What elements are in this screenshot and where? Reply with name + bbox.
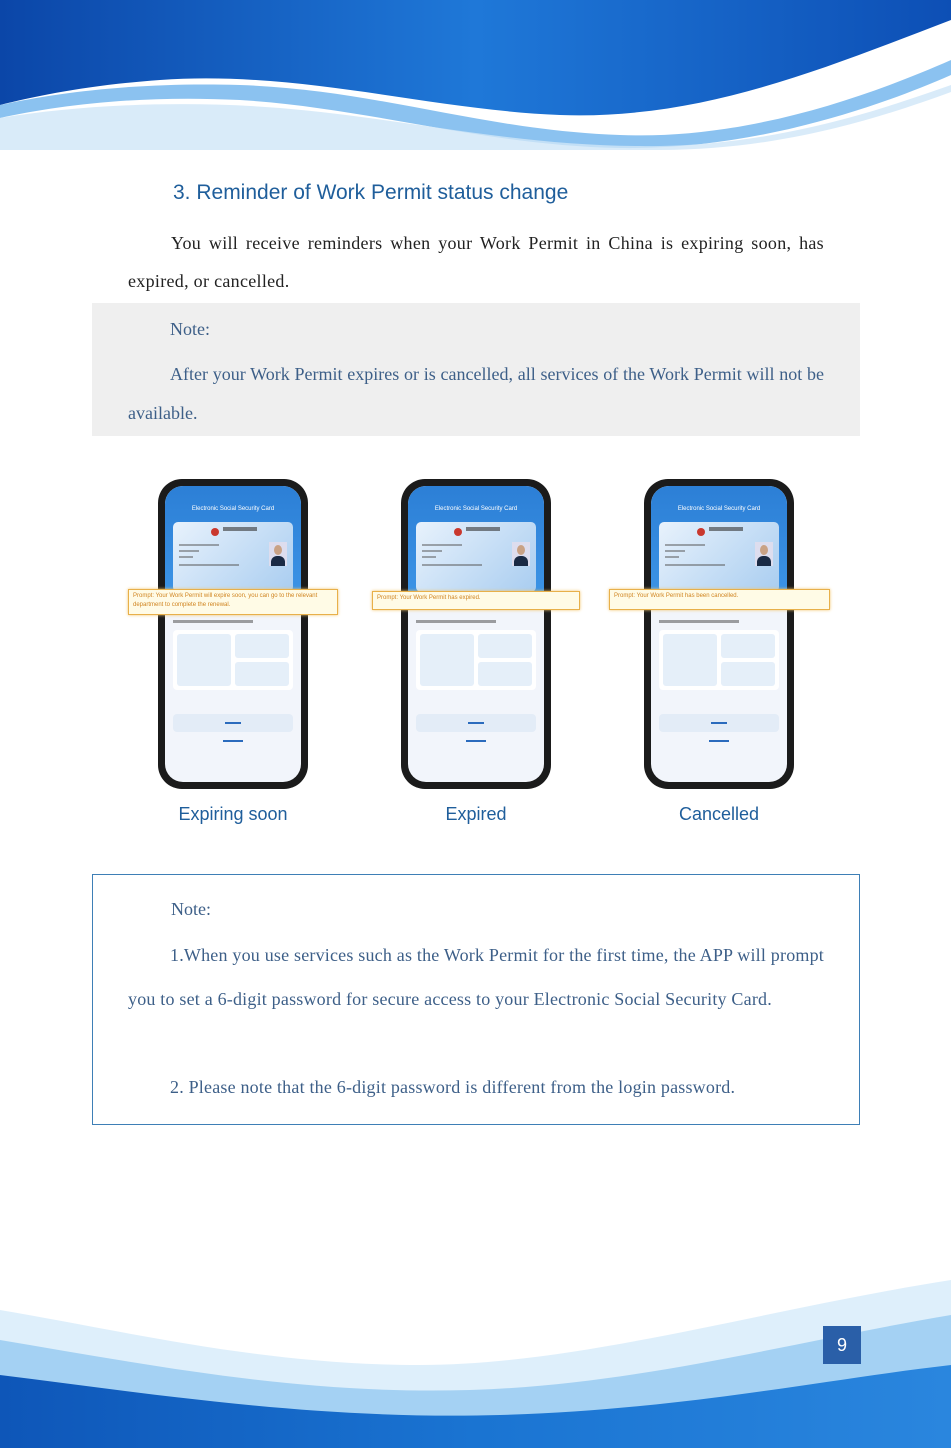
note-box-1 [92, 303, 860, 436]
work-permit-service-panel [173, 630, 293, 690]
phone-screen [408, 486, 544, 782]
logout-button [173, 714, 293, 732]
page-number-badge: 9 [823, 1326, 861, 1364]
social-security-card-image [416, 522, 536, 592]
footer-wave-decoration [0, 1270, 951, 1448]
phone-header-title: Electronic Social Security Card [677, 506, 761, 512]
phone-header-title: Electronic Social Security Card [191, 506, 275, 512]
phone-header-title: Electronic Social Security Card [434, 506, 518, 512]
phone-header [651, 486, 787, 598]
portrait-photo [512, 542, 530, 566]
note-item-2: 2. Please note that the 6-digit password is different from the login password. [170, 1077, 736, 1097]
note-title: Note: [171, 899, 211, 919]
intro-paragraph: You will receive reminders when your Work Permit in China is expiring soon, has expired, or cancelled. [128, 233, 824, 291]
phone-header [165, 486, 301, 598]
caption-expiring-soon: Expiring soon [178, 804, 288, 824]
logout-button [416, 714, 536, 732]
caption-cancelled: Cancelled [678, 804, 760, 824]
header-wave-decoration [0, 0, 951, 150]
work-permit-service-panel [416, 630, 536, 690]
phone-mockup-expired [401, 479, 551, 789]
note-box-2 [92, 874, 860, 1125]
note-body: After your Work Permit expires or is cancelled, all services of the Work Permit will not be available. [128, 364, 824, 423]
phone-mockup-expiring [158, 479, 308, 789]
emblem-icon [211, 528, 219, 536]
work-permit-service-panel [659, 630, 779, 690]
caption-expired: Expired [445, 804, 507, 824]
prompt-expired: Prompt: Your Work Permit has expired. [372, 591, 580, 610]
logout-button [659, 714, 779, 732]
note-item-1: 1.When you use services such as the Work Permit for the first time, the APP will prompt you to set a 6-digit password for secure access to your Electronic Social Security Card. [128, 945, 824, 1009]
social-security-card-image [173, 522, 293, 592]
prompt-cancelled: Prompt: Your Work Permit has been cancelled. [609, 589, 830, 610]
phone-header [408, 486, 544, 598]
phone-screen [165, 486, 301, 782]
portrait-photo [755, 542, 773, 566]
portrait-photo [269, 542, 287, 566]
note-title: Note: [170, 319, 210, 339]
section-heading: 3. Reminder of Work Permit status change [173, 181, 569, 204]
emblem-icon [454, 528, 462, 536]
emblem-icon [697, 528, 705, 536]
phone-mockup-cancelled [644, 479, 794, 789]
social-security-card-image [659, 522, 779, 592]
prompt-expiring-soon: Prompt: Your Work Permit will expire soon, you can go to the relevant department to complete the renewal. [128, 589, 338, 615]
phone-screen [651, 486, 787, 782]
